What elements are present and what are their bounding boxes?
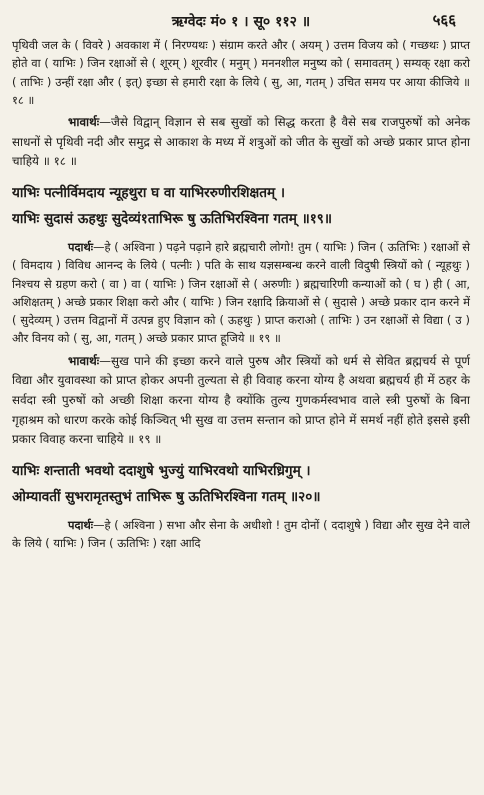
padarth-20 [12, 516, 470, 553]
mantra-20 [12, 458, 470, 510]
mantra-line: याभिः पत्नीर्विमदाय न्यूहथुरा घ वा याभिररुणीरशिक्षतम् । [12, 184, 286, 201]
page-number: ५६६ [432, 11, 456, 29]
mantra-line: ओम्यावतीं सुभरामृतस्तुभं ताभिरू षु ऊतिभिरश्विना गतम् ॥२०॥ [12, 488, 321, 505]
padarth-text: —हे ( अश्विना ) सभा और सेना के अधीशो ! तुम दोनों ( ददाशुषे ) विद्या और सुख देने वाले के लिये ( याभिः ) जिन ( ऊतिभिः ) रक्षा आदि [12, 517, 470, 551]
bhavarth-18 [12, 113, 470, 172]
mantra-line: याभिः शन्ताती भवथो ददाशुषे भुज्युं याभिरवथो याभिरध्रिगुम् । [12, 462, 311, 479]
mantra-19 [12, 180, 470, 232]
bhavarth-19 [12, 352, 470, 450]
padarth-19 [12, 238, 470, 348]
bhavarth-label: भावार्थः [68, 115, 100, 130]
bhavarth-label: भावार्थः [68, 353, 100, 368]
padarth-label: पदार्थः [68, 517, 94, 532]
bhavarth-text: —सुख पाने की इच्छा करने वाले पुरुष और स्त्रियों को धर्म से सेवित ब्रह्मचर्य से पूर्ण विद्या और युवावस्था को प्राप्त होकर अपनी तुल्यता से ही विवाह करना योग्य है अथवा ब्रह्मचर्य ही में ठहर के सर्वदा स्त्री पुरुषों को अच्छी शिक्षा करना योग्य है क्योंकि तुल्य गुणकर्मस्वभाव वाले स्त्री पुरुषों के बिना गृहाश्रम को धारण करके कोई किञ्चित् भी सुख वा उत्तम सन्तान को प्राप्त होने में समर्थ नहीं होते इससे इसी प्रकार विवाह करना चाहिये ॥ १९ ॥ [12, 353, 471, 447]
mantra-line: याभिः सुदासं ऊहथुः सुदेव्यं१ताभिरू षु ऊतिभिरश्विना गतम् ॥१९॥ [12, 210, 333, 227]
page-header [12, 6, 470, 36]
continued-paragraph: पृथिवी जल के ( विवरे ) अवकाश में ( निरण्यथः ) संग्राम करते और ( अयम् ) उत्तम विजय को ( गच्छथः ) प्राप्त होते वा ( याभिः ) जिन रक्षाओं से ( शूरम् ) शूरवीर ( मनुम् ) मननशील मनुष्य को ( समावतम् ) सम्यक् रक्षा करो ( ताभिः ) उन्हीं रक्षा और ( इत्) इच्छा से हमारी रक्षा के लिये ( सु, आ, गतम् ) उचित समय पर आया कीजिये ॥ १८ ॥ [12, 38, 470, 107]
bhavarth-text: —जैसे विद्वान् विज्ञान से सब सुखों को सिद्ध करता है वैसे सब राजपुरुषों को अनेक साधनों से पृथिवी नदी और समुद्र से आकाश के मध्य में शत्रुओं को जीत के सुखों को अच्छे प्रकार प्राप्त होना चाहिये ॥ १८ ॥ [12, 115, 470, 169]
running-title: ऋग्वेदः मं० १ । सू० ११२ ॥ [171, 14, 311, 30]
padarth-label: पदार्थः [68, 239, 94, 254]
padarth-text: —हे ( अश्विना ) पढ़ने पढ़ाने हारे ब्रह्मचारी लोगो! तुम ( याभिः ) जिन ( ऊतिभिः ) रक्षाओं से ( विमदाय ) विविध आनन्द के लिये ( पत्नीः ) पति के साथ यज्ञसम्बन्ध करने वाली विदुषी स्त्रियों को ( न्यूहथुः ) निश्चय से ग्रहण करो ( वा ) वा ( याभिः ) जिन रक्षाओं से ( अरुणीः ) ब्रह्मचारिणी कन्याओं को ( घ ) ही ( आ, अशिक्षतम् ) अच्छे प्रकार शिक्षा करो और ( याभिः ) जिन रक्षादि क्रियाओं से ( सुदासे ) अच्छे प्रकार दान करने में ( सुदेव्यम् ) उत्तम विद्वानों में उत्पन्न हुए विज्ञान को ( ऊहथुः ) प्राप्त कराओ ( ताभिः ) उन रक्षाओं से विद्या ( उ ) और विनय को ( सु, आ, गतम् ) अच्छे प्रकार प्राप्त हूजिये ॥ १९ ॥ [12, 239, 470, 346]
